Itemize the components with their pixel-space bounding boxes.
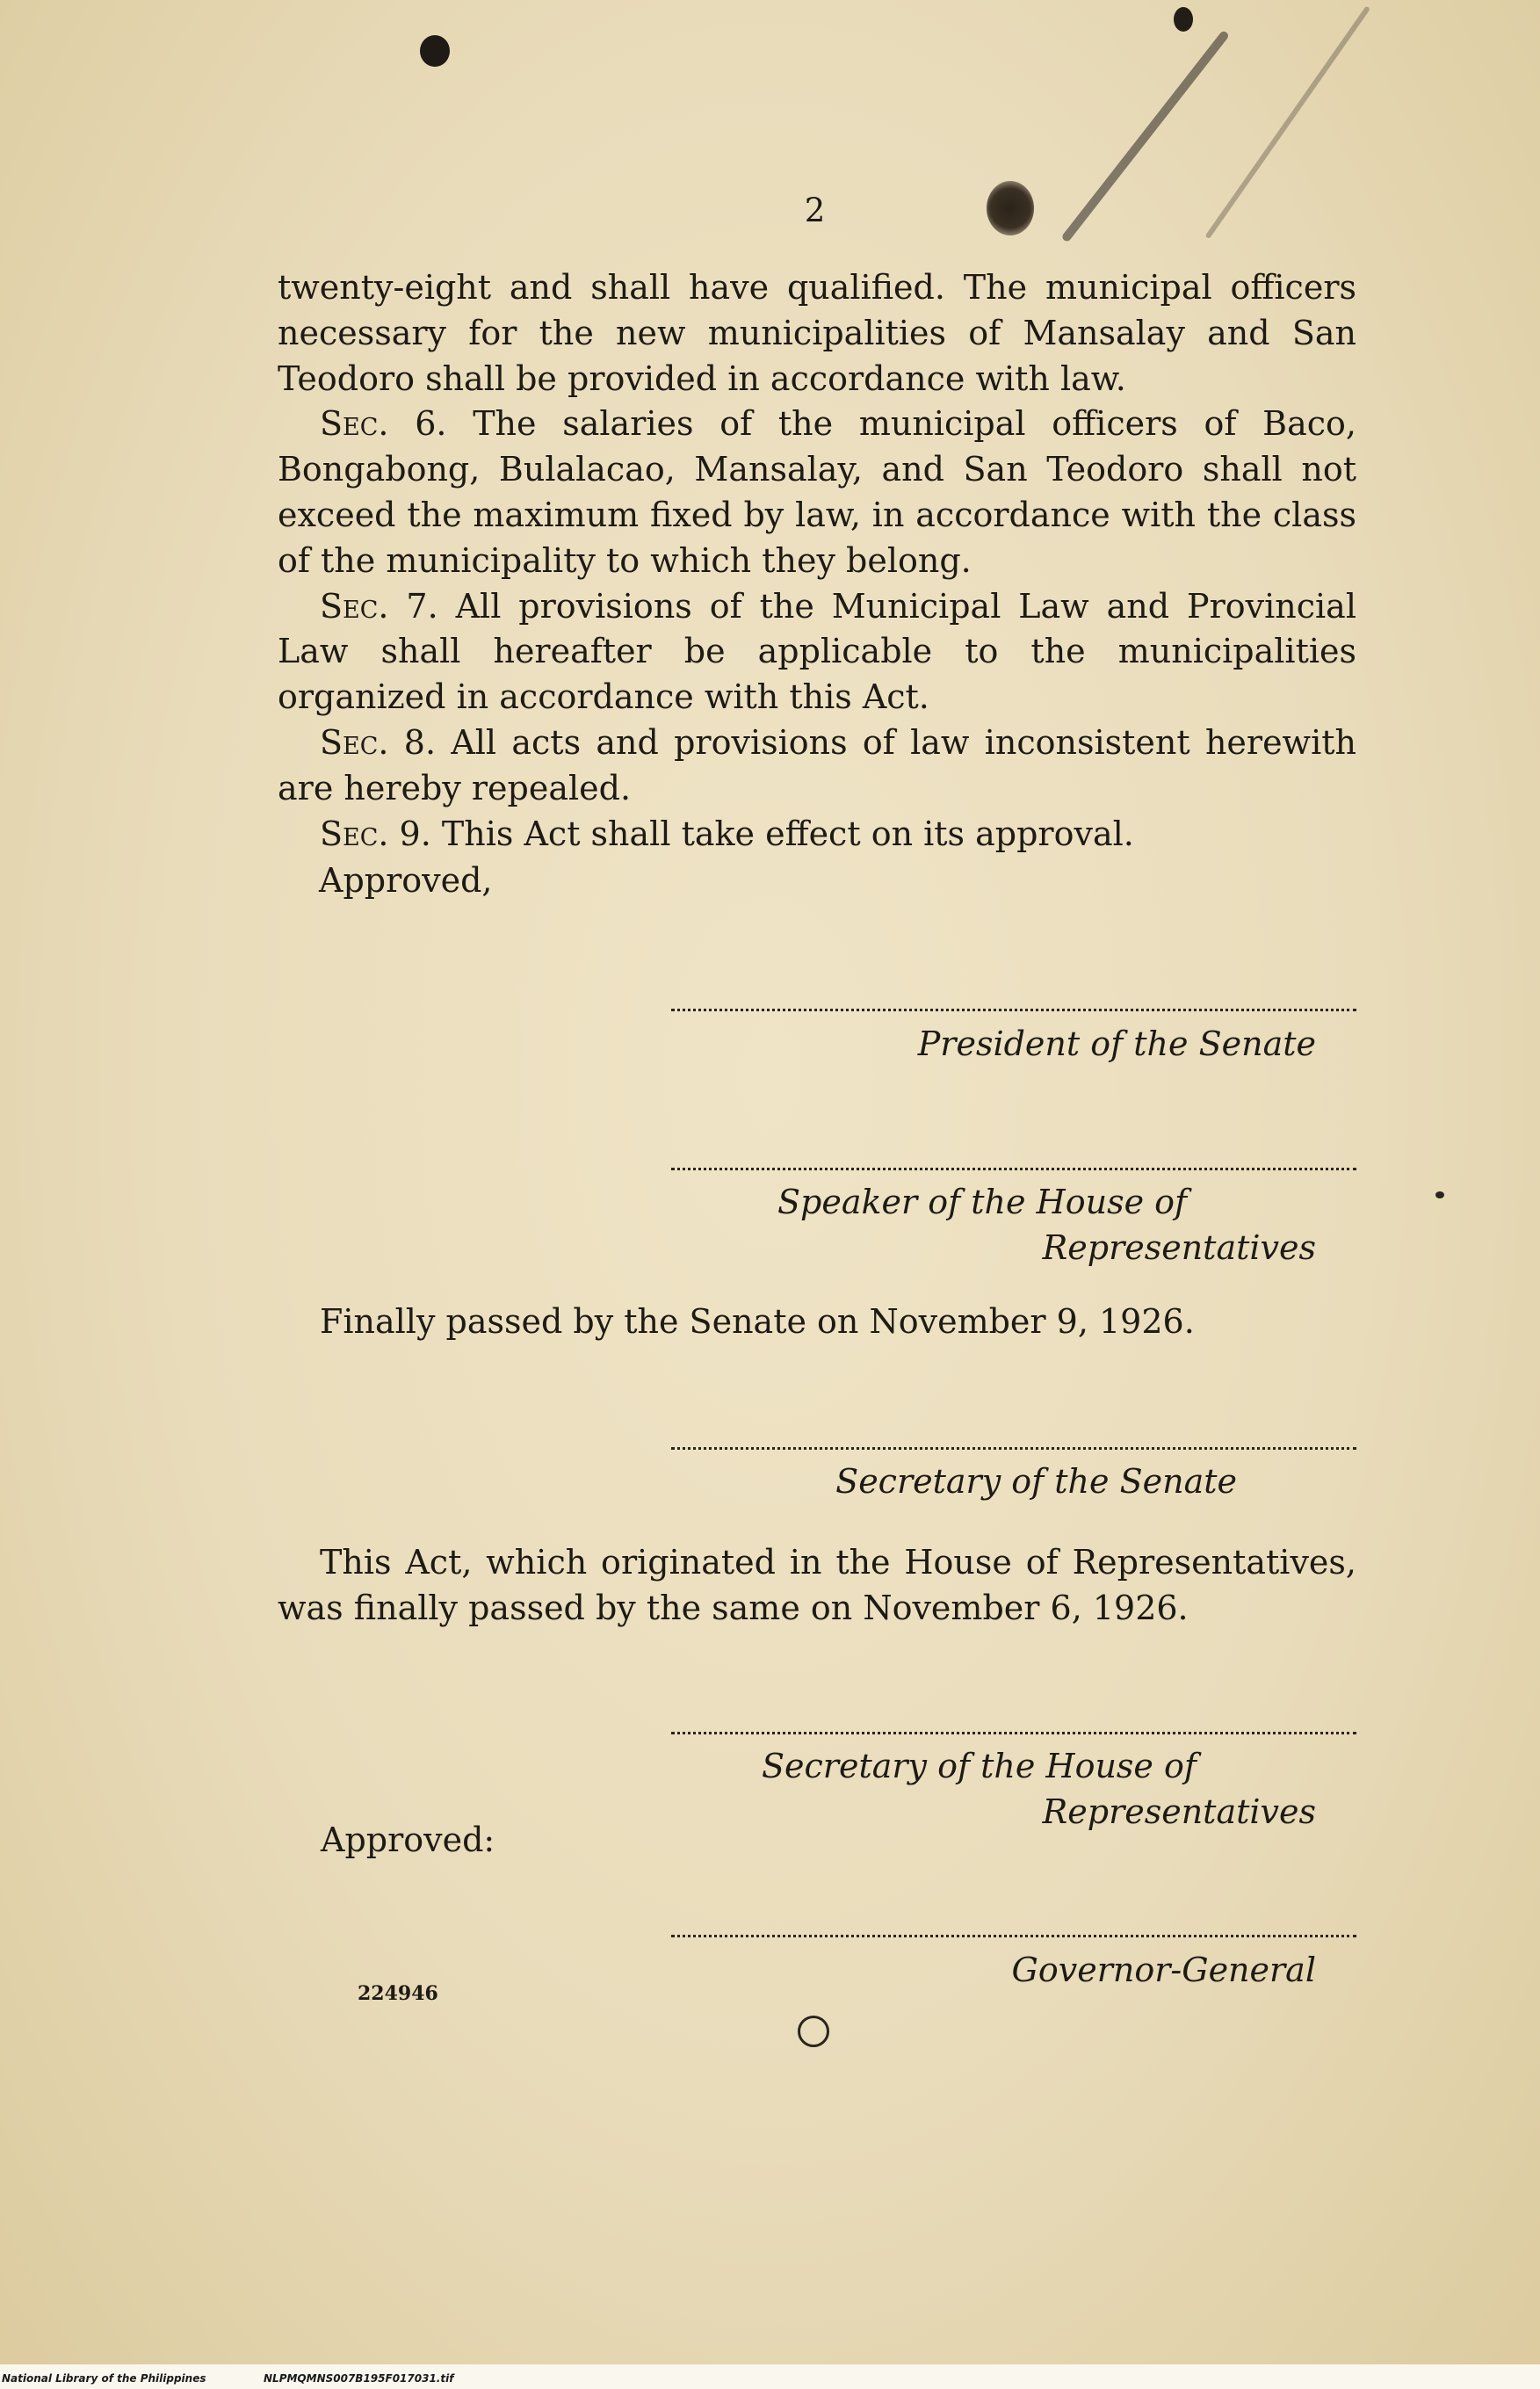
signature-line-secretary-senate — [671, 1447, 1356, 1450]
section-7-label: Sec. 7. — [320, 586, 438, 626]
ink-blot-top-left — [420, 35, 450, 67]
act-body — [278, 265, 1356, 857]
secretary-house-title-line2: Representatives — [1042, 1792, 1316, 1831]
president-senate-title: President of the Senate — [917, 1024, 1316, 1063]
footer-file-id: NLPMQMNS007B195F017031.tif — [264, 2372, 454, 2385]
section-6-label: Sec. 6. — [320, 404, 447, 444]
senate-passage-text: Finally passed by the Senate on November 9, 1926. — [320, 1302, 1195, 1341]
section-9-text: This Act shall take effect on its approval. — [441, 814, 1134, 853]
section-8 — [278, 720, 1356, 812]
page-number: 2 — [804, 192, 826, 229]
house-passage — [278, 1539, 1356, 1631]
section-6 — [278, 402, 1356, 583]
signature-line-secretary-house — [671, 1732, 1356, 1734]
house-passage-text: This Act, which originated in the House of Representatives, was finally passed by the same on November 6, 1926. — [278, 1543, 1356, 1627]
governor-general-title: Governor-General — [1011, 1951, 1316, 1989]
signature-line-president — [671, 1009, 1356, 1011]
footer-strip — [0, 2364, 1540, 2389]
section-7 — [278, 584, 1356, 720]
secretary-senate-title: Secretary of the Senate — [835, 1462, 1237, 1501]
paragraph-continuation: twenty-eight and shall have qualified. The municipal officers necessary for the new municipalities of Mansalay and San Teodoro shall be provided in accordance with law. — [278, 268, 1356, 398]
section-8-text: All acts and provisions of law inconsistent herewith are hereby repealed. — [278, 722, 1356, 807]
secretary-house-title-line1: Secretary of the House of — [762, 1747, 1197, 1785]
document-code: 224946 — [358, 1982, 438, 2005]
footer-library: National Library of the Philippines — [2, 2372, 206, 2385]
stray-mark-right — [1435, 1191, 1444, 1198]
senate-passage — [278, 1299, 1356, 1344]
section-9 — [278, 812, 1356, 858]
approved-label: Approved, — [319, 861, 493, 900]
section-6-text: The salaries of the municipal officers of Baco, Bongabong, Bulalacao, Mansalay, and San Teodoro shall not exceed the maximum fixed by law, in accordance with the class of the municipality to which they belong. — [278, 404, 1356, 580]
speaker-house-title-line1: Speaker of the House of — [777, 1183, 1188, 1221]
speaker-house-title-line2: Representatives — [1042, 1228, 1316, 1267]
punch-hole-circle — [798, 2016, 829, 2047]
approved-final-label: Approved: — [321, 1821, 495, 1859]
section-9-label: Sec. 9. — [320, 814, 431, 853]
signature-line-speaker — [671, 1168, 1356, 1170]
section-7-text: All provisions of the Municipal Law and Provincial Law shall hereafter be applicable to the municipalities organized in accordance with this Act. — [278, 586, 1356, 717]
ink-blot-top-right — [1174, 7, 1193, 32]
signature-line-governor — [671, 1935, 1356, 1937]
section-8-label: Sec. 8. — [320, 722, 437, 762]
